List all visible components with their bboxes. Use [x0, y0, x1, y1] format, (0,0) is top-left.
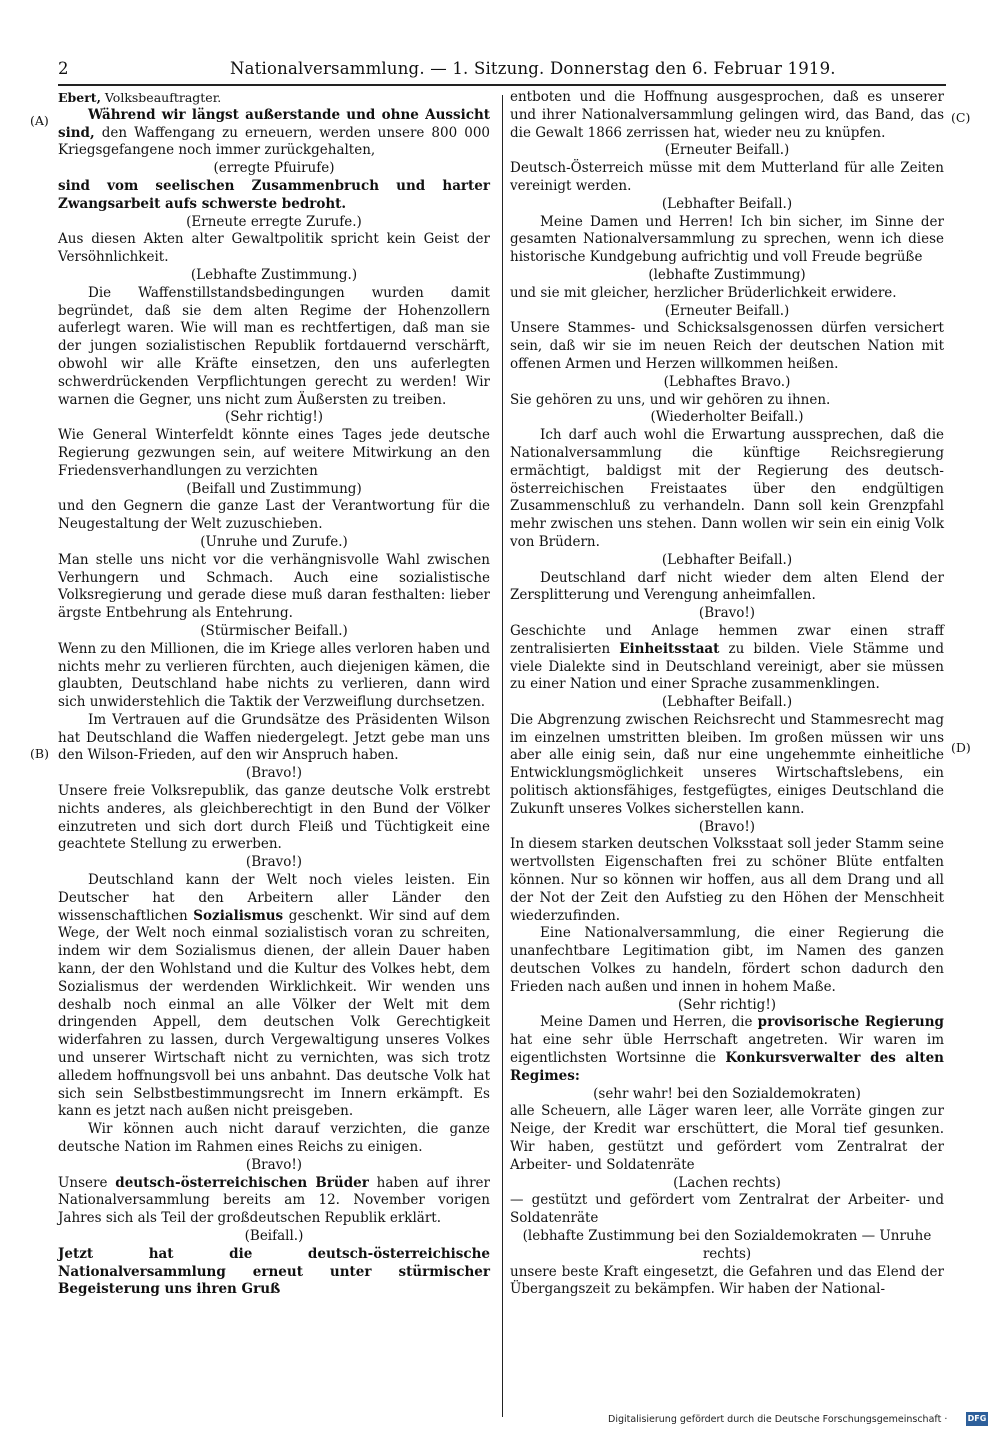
- paragraph: Während wir längst außerstande und ohne Aussicht sind, den Waffengang zu erneuern, werden unsere 800 000 Kriegsgefangene noch immer zurückgehalten,: [58, 106, 490, 159]
- speaker-line: [58, 89, 490, 107]
- reaction: (Sehr richtig!): [224, 409, 324, 426]
- reaction: (Wiederholter Beifall.): [650, 409, 804, 426]
- footer-credit: Digitalisierung gefördert durch die Deutsche Forschungsgemeinschaft ·: [608, 1414, 948, 1425]
- paragraph: In diesem starken deutschen Volksstaat soll jeder Stamm seine wertvollsten Eigenschaften frei zu schöner Blüte entfalten können. Nur so können wir hoffen, aus all dem Drang und all der Not der Zeit den Aufstieg zu den Höhen der Menschheit wiederzufinden.: [510, 836, 944, 924]
- reaction: (Unruhe und Zurufe.): [200, 533, 348, 550]
- paragraph: Unsere freie Volksrepublik, das ganze deutsche Volk erstrebt nichts anderes, als gleichberechtigt in den Bund der Völker einzutreten und sich dort durch Fleiß und Tüchtigkeit eine geachtete Stellung zu erwerben.: [58, 783, 490, 853]
- reaction: (Bravo!): [245, 765, 303, 782]
- margin-marker-c: (C): [951, 110, 971, 125]
- reaction: (Stürmischer Beifall.): [200, 622, 348, 639]
- paragraph: entboten und die Hoffnung ausgesprochen, daß es unserer und ihrer Nationalversammlung gelingen wird, das Band, das die Gewalt 1866 zerrissen hat, wieder neu zu knüpfen.: [510, 89, 944, 141]
- margin-marker-d: (D): [951, 740, 971, 755]
- reaction: (lebhafte Zustimmung bei den Sozialdemokraten — Unruhe rechts): [522, 1228, 932, 1262]
- reaction: (Lebhafter Beifall.): [661, 694, 793, 711]
- margin-marker-b: (B): [30, 746, 49, 761]
- left-column: [58, 89, 490, 1299]
- right-column: [510, 89, 944, 1299]
- reaction: (Bravo!): [698, 818, 756, 835]
- paragraph: Sie gehören zu uns, und wir gehören zu ihnen.: [510, 391, 831, 408]
- header-title: Nationalversammlung. — 1. Sitzung. Donnerstag den 6. Februar 1919.: [230, 59, 836, 78]
- reaction: (Lebhafter Beifall.): [661, 195, 793, 212]
- paragraph: Deutschland kann der Welt noch vieles leisten. Ein Deutscher hat den Arbeitern aller Länder den wissenschaftlichen Sozialismus geschenkt. Wir sind auf dem Wege, der Welt noch einmal sozialistisch voran zu schreiten, indem wir dem Sozialismus dienen, der allein Dauer haben kann, der den Wohlstand und die Kultur des Volkes hebt, dem Sozialismus der werdenden Wirklichkeit. Wir wenden uns deshalb noch einmal an alle Völker der Welt mit dem dringenden Appell, dem deutschen Volk Gerechtigkeit widerfahren zu lassen, durch Vergewaltigung unseres Volkes und unserer Wirtschaft nicht zu vernichten, was sich trotz alledem hoffnungsvoll bei uns anbahnt. Das deutsche Volk hat sich sein Selbstbestimmungsrecht im Innern erkämpft. Es kann es jetzt nach außen nicht preisgeben.: [58, 872, 490, 1120]
- reaction: (Beifall.): [244, 1228, 304, 1244]
- reaction: (Bravo!): [245, 1156, 303, 1173]
- speaker-role: Volksbeauftragter.: [100, 90, 222, 105]
- paragraph: Die Abgrenzung zwischen Reichsrecht und Stammesrecht mag im einzelnen umstritten bleiben. Im großen müssen wir uns aber alle einig sein, daß nur eine ungehemmte einheitliche Entwicklungsmöglichkeit unseres Wirtschaftslebens, ein politisch aktionsfähiges, festgefügtes, einiges Deutschland die Zukunft unseres Volkes sicherstellen kann.: [510, 711, 944, 817]
- paragraph: Geschichte und Anlage hemmen zwar einen straff zentralisierten Einheitsstaat zu bilden. Viele Stämme und viele Dialekte sind in Deutschland vereinigt, aber sie müssen zu einer Nation und einer Sprache zusammenklingen.: [510, 622, 944, 693]
- paragraph: Die Waffenstillstandsbedingungen wurden damit begründet, daß sie dem alten Regime der Hohenzollern auferlegt waren. Wie will man es rechtfertigen, daß man sie der jungen sozialistischen Republik fortdauernd verschärft, obwohl wir alle Kräfte einsetzen, den uns auferlegten schwerdrückenden Verpflichtungen gerecht zu werden! Wir warnen die Gegner, uns nicht zum Äußersten zu treiben.: [58, 284, 490, 408]
- reaction: (sehr wahr! bei den Sozialdemokraten): [593, 1085, 861, 1102]
- paragraph: — gestützt und gefördert vom Zentralrat der Arbeiter- und Soldatenräte: [510, 1192, 944, 1227]
- paragraph: Unsere Stammes- und Schicksalsgenossen dürfen versichert sein, daß wir sie im neuen Reich der deutschen Nation mit offenen Armen und Herzen willkommen heißen.: [510, 320, 944, 372]
- reaction: (Lachen rechts): [673, 1174, 781, 1191]
- reaction: (lebhafte Zustimmung): [648, 266, 806, 283]
- reaction: (Lebhafter Beifall.): [661, 551, 793, 568]
- paragraph: Im Vertrauen auf die Grundsätze des Präsidenten Wilson hat Deutschland die Waffen niedergelegt. Jetzt gebe man uns den Wilson-Frieden, auf den wir Anspruch haben.: [58, 711, 490, 764]
- header-rule: [58, 84, 946, 86]
- paragraph: Ich darf auch wohl die Erwartung aussprechen, daß die Nationalversammlung die künftige Reichsregierung ermächtigt, baldigst mit der Regierung des deutsch-österreichischen Freistaates über den endgültigen Zusammenschluß zu verhandeln. Dann soll kein Grenzpfahl mehr zwischen uns stehen. Dann wollen wir sein ein einig Volk von Brüdern.: [510, 427, 944, 550]
- paragraph: Meine Damen und Herren, die provisorische Regierung hat eine sehr üble Herrschaft angetreten. Wir waren im eigentlichsten Wortsinne die Konkursverwalter des alten Regimes:: [510, 1014, 944, 1084]
- reaction: (Lebhaftes Bravo.): [663, 373, 791, 390]
- paragraph: und sie mit gleicher, herzlicher Brüderlichkeit erwidere.: [510, 284, 897, 301]
- reaction: (Bravo!): [698, 605, 756, 622]
- paragraph: Wenn zu den Millionen, die im Kriege alles verloren haben und nichts mehr zu verlieren fürchten, auch diejenigen kämen, die glaubten, Deutschland habe nichts zu verlieren, dann wird sich unwiderstehlich die Taktik der Verzweiflung durchsetzen.: [58, 640, 490, 711]
- paragraph: Unsere deutsch-österreichischen Brüder haben auf ihrer Nationalversammlung bereits am 12. November vorigen Jahres sich als Teil der großdeutschen Republik erklärt.: [58, 1174, 490, 1227]
- reaction: (Lebhafte Zustimmung.): [190, 266, 358, 283]
- paragraph: unsere beste Kraft eingesetzt, die Gefahren und das Elend der Übergangszeit zu bekämpfen. Wir haben der National-: [510, 1263, 944, 1298]
- reaction: (Bravo!): [245, 854, 303, 871]
- paragraph: sind vom seelischen Zusammenbruch und harter Zwangsarbeit aufs schwerste bedroht.: [58, 177, 490, 212]
- column-divider: [502, 95, 503, 1417]
- reaction: (Beifall und Zustimmung): [186, 480, 362, 497]
- paragraph: Man stelle uns nicht vor die verhängnisvolle Wahl zwischen Verhungern und Schmach. Auch eine sozialistische Volksregierung und gerade diese muß daran festhalten: lieber ärgste Entbehrung als Entehrung.: [58, 551, 490, 622]
- page-header: [58, 59, 948, 83]
- reaction: (Erneute erregte Zurufe.): [186, 213, 362, 230]
- reaction: (erregte Pfuirufe): [213, 160, 335, 177]
- reaction: (Sehr richtig!): [677, 996, 777, 1013]
- paragraph: Meine Damen und Herren! Ich bin sicher, im Sinne der gesamten Nationalversammlung zu sprechen, wenn ich diese historische Kundgebung aufrichtig und voll Freude begrüße: [510, 213, 944, 266]
- paragraph: Deutsch-Österreich müsse mit dem Mutterland für alle Zeiten vereinigt werden.: [510, 160, 944, 194]
- dfg-logo: DFG: [966, 1412, 988, 1426]
- paragraph: Aus diesen Akten alter Gewaltpolitik spricht kein Geist der Versöhnlichkeit.: [58, 231, 490, 266]
- margin-marker-a: (A): [30, 113, 49, 128]
- page-number: 2: [58, 59, 69, 78]
- reaction: (Erneuter Beifall.): [664, 302, 790, 319]
- paragraph: Deutschland darf nicht wieder dem alten Elend der Zersplitterung und Verengung anheimfallen.: [510, 569, 944, 604]
- speaker-name: Ebert,: [58, 90, 101, 105]
- paragraph: Wir können auch nicht darauf verzichten, die ganze deutsche Nation im Rahmen eines Reichs zu einigen.: [58, 1121, 490, 1156]
- paragraph: und den Gegnern die ganze Last der Verantwortung für die Neugestaltung der Welt zuzuschieben.: [58, 498, 490, 533]
- paragraph: Wie General Winterfeldt könnte eines Tages jede deutsche Regierung gezwungen sein, auf weitere Mitwirkung an den Friedensverhandlungen zu verzichten: [58, 427, 490, 479]
- paragraph: Jetzt hat die deutsch-österreichische Nationalversammlung erneut unter stürmischer Begeisterung uns ihren Gruß: [58, 1245, 490, 1298]
- paragraph: alle Scheuern, alle Läger waren leer, alle Vorräte gingen zur Neige, der Kredit war erschüttert, die Moral tief gesunken. Wir haben, gestützt und gefördert vom Zentralrat der Arbeiter- und Soldatenräte: [510, 1103, 944, 1173]
- reaction: (Erneuter Beifall.): [664, 142, 790, 159]
- paragraph: Eine Nationalversammlung, die einer Regierung die unanfechtbare Legitimation gibt, im Namen des ganzen deutschen Volkes zu handeln, fördert schon dadurch den Frieden nach außen und innen in hohem Maße.: [510, 925, 944, 995]
